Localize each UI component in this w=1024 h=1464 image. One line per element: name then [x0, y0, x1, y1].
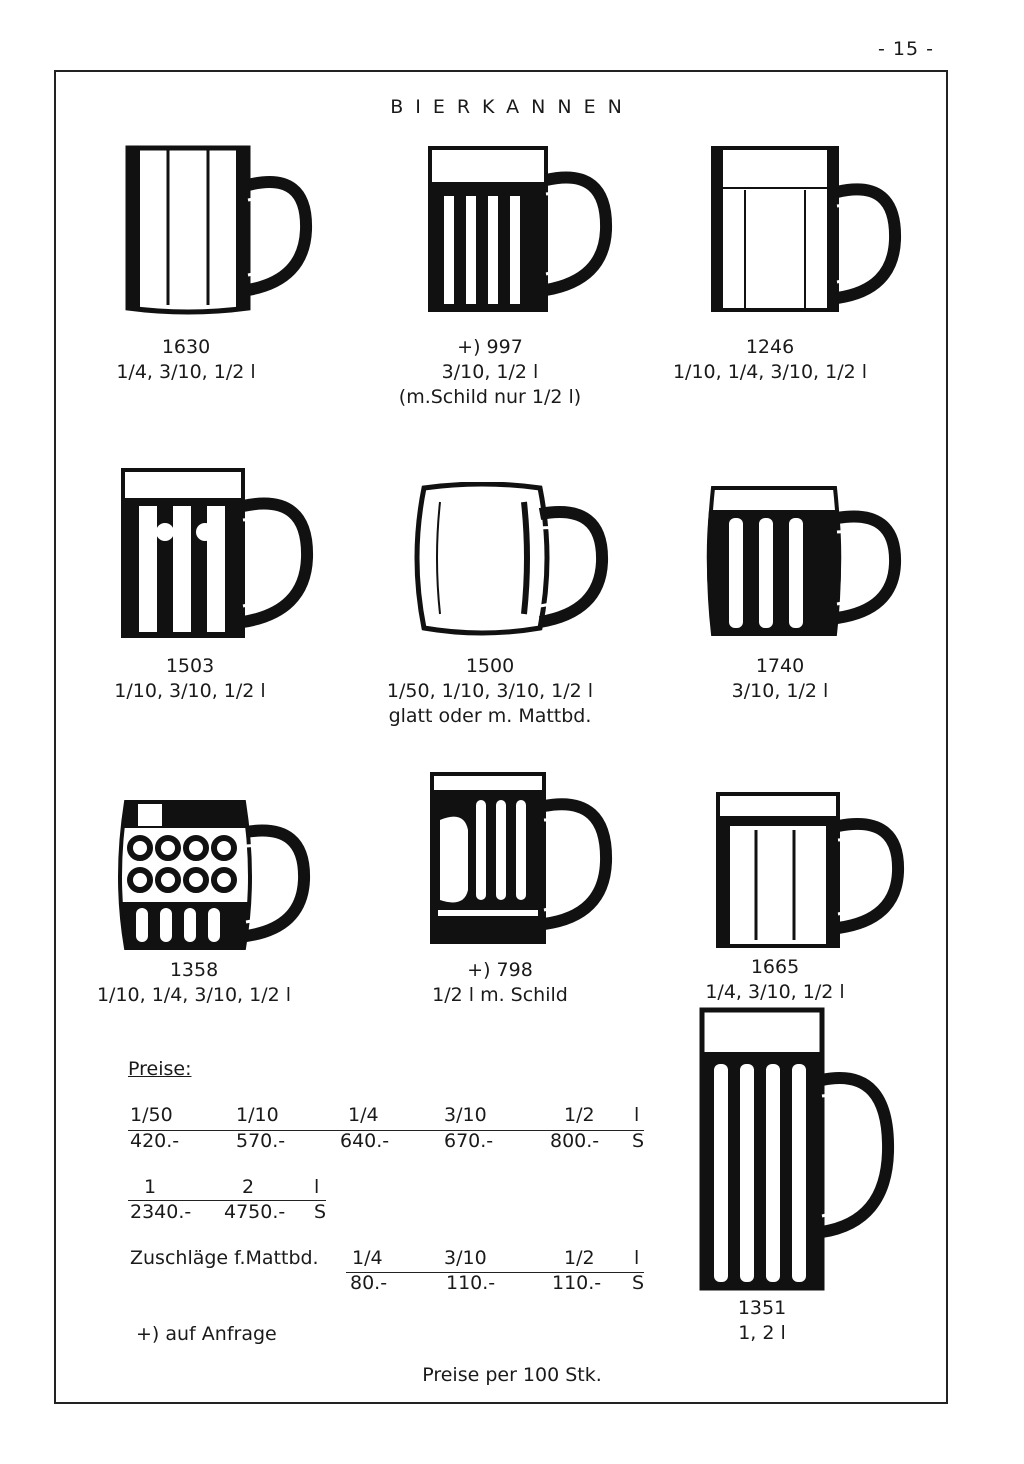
mug-798-illustration: [424, 770, 624, 950]
mug-sizes: 1/10, 3/10, 1/2 l: [114, 680, 266, 702]
mug-1351-label: [700, 1296, 824, 1346]
price-value-1-50: 420.-: [130, 1130, 180, 1152]
mug-1358-illustration: [112, 798, 312, 958]
price-size-1: 1: [144, 1176, 157, 1198]
surcharge-value-3-10: 110.-: [446, 1272, 496, 1294]
price-value-1-4: 640.-: [340, 1130, 390, 1152]
mug-number: 1630: [161, 336, 211, 358]
mug-1246-label: [650, 335, 890, 385]
price-size-2: 2: [242, 1176, 255, 1198]
prices-heading: Preise:: [128, 1058, 192, 1080]
mug-997-label: [370, 335, 610, 410]
price-size-1-2: 1/2: [564, 1104, 595, 1126]
mug-note: (m.Schild nur 1/2 l): [398, 386, 582, 408]
surcharge-size-3-10: 3/10: [444, 1247, 487, 1269]
price-unit-liter: l: [634, 1104, 640, 1126]
price-size-1-10: 1/10: [236, 1104, 279, 1126]
mug-note: glatt oder m. Mattbd.: [388, 705, 592, 727]
price-unit-s-2: S: [314, 1201, 327, 1223]
mug-1358-label: [76, 958, 312, 1008]
price-size-3-10: 3/10: [444, 1104, 487, 1126]
mug-1740-label: [680, 654, 880, 704]
mug-1740-illustration: [703, 484, 903, 644]
price-value-2: 4750.-: [224, 1201, 286, 1223]
mug-1503-label: [90, 654, 290, 704]
mug-1503-illustration: [115, 466, 315, 646]
mug-1500-illustration: [412, 482, 612, 642]
mug-sizes: 1/4, 3/10, 1/2 l: [705, 981, 845, 1003]
mug-sizes: 1/2 l m. Schild: [432, 984, 568, 1006]
mug-number: 1500: [465, 655, 515, 677]
surcharge-value-1-4: 80.-: [350, 1272, 388, 1294]
surcharge-label: Zuschläge f.Mattbd.: [130, 1247, 319, 1269]
surcharge-value-1-2: 110.-: [552, 1272, 602, 1294]
mug-1630-illustration: [118, 140, 318, 320]
mug-number: 1665: [750, 956, 800, 978]
mug-sizes: 1, 2 l: [738, 1322, 786, 1344]
prices-per-100-note: Preise per 100 Stk.: [422, 1364, 602, 1386]
mug-sizes: 1/10, 1/4, 3/10, 1/2 l: [672, 361, 868, 383]
mug-number: 1358: [169, 959, 219, 981]
mug-997-illustration: [422, 140, 622, 320]
mug-sizes: 1/50, 1/10, 3/10, 1/2 l: [386, 680, 594, 702]
footnote-on-request: +) auf Anfrage: [136, 1323, 277, 1345]
price-value-1-10: 570.-: [236, 1130, 286, 1152]
mug-number: +) 798: [467, 959, 533, 981]
mug-sizes: 1/4, 3/10, 1/2 l: [116, 361, 256, 383]
surcharge-size-1-2: 1/2: [564, 1247, 595, 1269]
price-value-3-10: 670.-: [444, 1130, 494, 1152]
page-title: BIERKANNEN: [390, 96, 634, 118]
mug-number: 1740: [755, 655, 805, 677]
mug-number: 1503: [165, 655, 215, 677]
price-value-1-2: 800.-: [550, 1130, 600, 1152]
mug-sizes: 3/10, 1/2 l: [731, 680, 829, 702]
mug-number: 1351: [737, 1297, 787, 1319]
mug-1665-label: [670, 955, 880, 1005]
mug-number: +) 997: [457, 336, 523, 358]
mug-1500-label: [360, 654, 620, 729]
surcharge-size-1-4: 1/4: [352, 1247, 383, 1269]
surcharge-unit-liter: l: [634, 1247, 640, 1269]
mug-sizes: 3/10, 1/2 l: [441, 361, 539, 383]
mug-number: 1246: [745, 336, 795, 358]
price-unit-s: S: [632, 1130, 645, 1152]
page-number: - 15 -: [878, 38, 934, 60]
mug-1351-illustration: [694, 1006, 904, 1294]
mug-1246-illustration: [705, 140, 905, 320]
mug-sizes: 1/10, 1/4, 3/10, 1/2 l: [96, 984, 292, 1006]
price-size-1-4: 1/4: [348, 1104, 379, 1126]
mug-1630-label: [86, 335, 286, 385]
price-value-1: 2340.-: [130, 1201, 192, 1223]
price-unit-liter-2: l: [314, 1176, 320, 1198]
mug-798-label: [380, 958, 620, 1008]
mug-1665-illustration: [710, 790, 910, 952]
price-size-1-50: 1/50: [130, 1104, 173, 1126]
surcharge-unit-s: S: [632, 1272, 645, 1294]
